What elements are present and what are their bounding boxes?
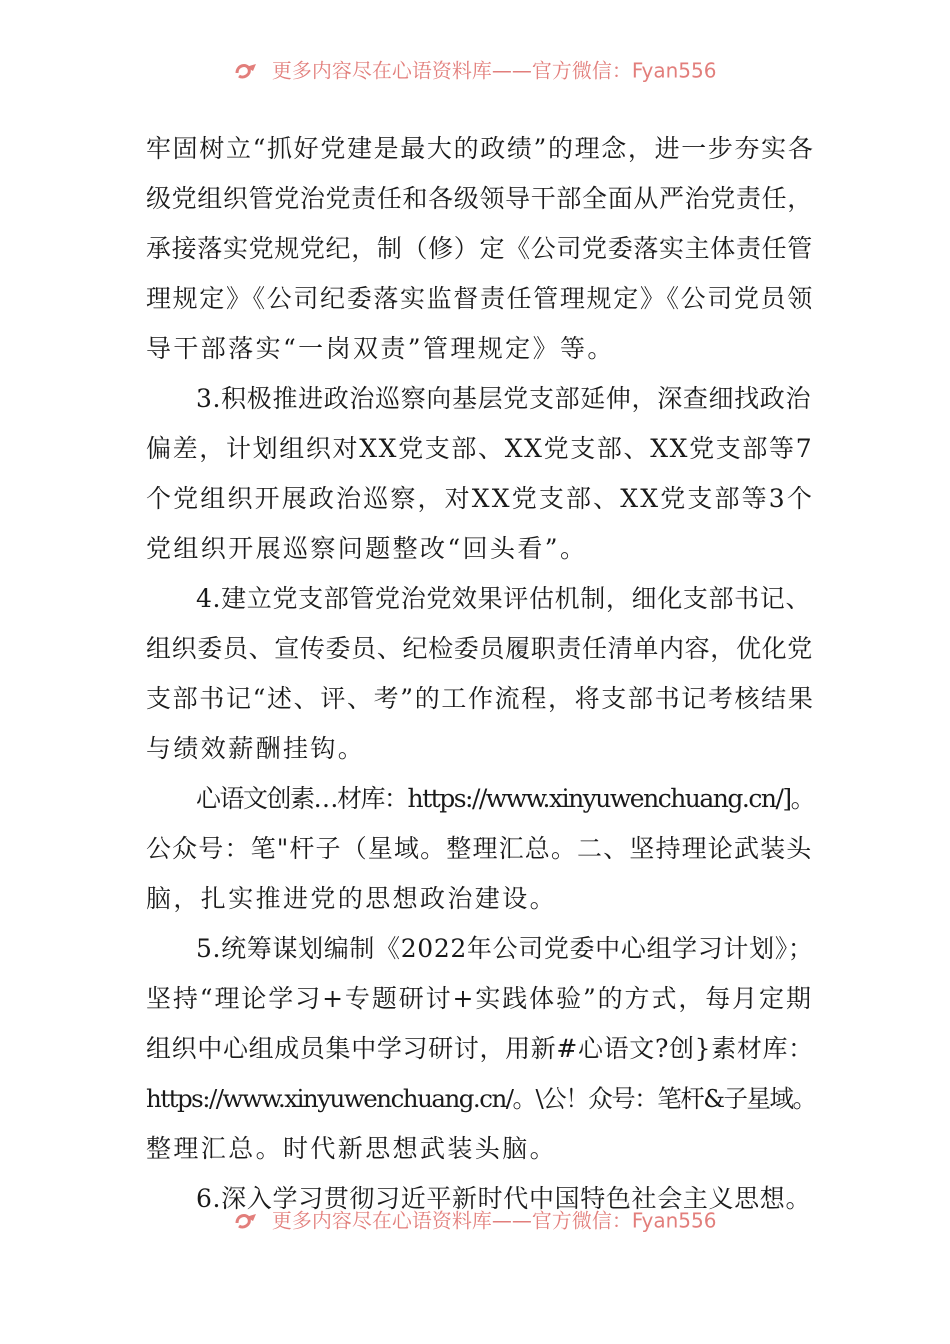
paragraph-line: 承接落实党规党纪，制（修）定《公司党委落实主体责任管 bbox=[146, 234, 813, 263]
paragraph-line: 党组织开展巡察问题整改“回头看”。 bbox=[146, 534, 588, 563]
paragraph-line: 公众号：笔"杆子（星域。整理汇总。二、坚持理论武装头 bbox=[146, 834, 813, 863]
paragraph-line: 与绩效薪酬挂钩。 bbox=[146, 734, 366, 763]
paragraph-line: 3.积极推进政治巡察向基层党支部延伸，深查细找政治 bbox=[196, 384, 812, 413]
paragraph-line: 4.建立党支部管党治党效果评估机制，细化支部书记、 bbox=[196, 584, 812, 613]
document-body bbox=[146, 124, 816, 1224]
paragraph-line: 6.深入学习贯彻习近平新时代中国特色社会主义思想。 bbox=[196, 1184, 812, 1213]
paragraph-line: 牢固树立“抓好党建是最大的政绩”的理念，进一步夯实各 bbox=[146, 134, 815, 163]
paragraph-line: 组织中心组成员集中学习研讨，用新#心语文?创}素材库： bbox=[146, 1034, 814, 1063]
paragraph-line: 个党组织开展政治巡察，对XX党支部、XX党支部等3个 bbox=[146, 484, 814, 513]
paragraph-line: https://www.xinyuwenchuang.cn/。\公！众号：笔杆&子星域。 bbox=[146, 1084, 816, 1113]
paragraph-line: 脑，扎实推进党的思想政治建设。 bbox=[146, 884, 558, 913]
paragraph-line: 坚持“理论学习+专题研讨+实践体验”的方式，每月定期 bbox=[146, 984, 813, 1013]
paragraph-line: 理规定》《公司纪委落实监督责任管理规定》《公司党员领 bbox=[146, 284, 814, 313]
paragraph-line: 组织委员、宣传委员、纪检委员履职责任清单内容，优化党 bbox=[146, 634, 813, 663]
header-watermark bbox=[0, 56, 950, 82]
paragraph-line: 支部书记“述、评、考”的工作流程，将支部书记考核结果 bbox=[146, 684, 815, 713]
paragraph-line: 偏差，计划组织对XX党支部、XX党支部、XX党支部等7 bbox=[146, 434, 814, 463]
paragraph-line: 心语文创素…材库：https://www.xinyuwenchuang.cn/]。 bbox=[196, 784, 815, 813]
footer-watermark bbox=[0, 1206, 950, 1232]
brand-logo-icon bbox=[234, 1211, 260, 1231]
watermark-text: 更多内容尽在心语资料库——官方微信：Fyan556 bbox=[271, 1208, 717, 1232]
paragraph-line: 5.统筹谋划编制《2022年公司党委中心组学习计划》； bbox=[196, 934, 814, 963]
watermark-text: 更多内容尽在心语资料库——官方微信：Fyan556 bbox=[271, 58, 717, 82]
paragraph-line: 级党组织管党治党责任和各级领导干部全面从严治党责任， bbox=[146, 184, 813, 213]
paragraph-line: 导干部落实“一岗双责”管理规定》等。 bbox=[146, 334, 615, 363]
brand-logo-icon bbox=[234, 61, 260, 81]
paragraph-line: 整理汇总。时代新思想武装头脑。 bbox=[146, 1134, 558, 1163]
